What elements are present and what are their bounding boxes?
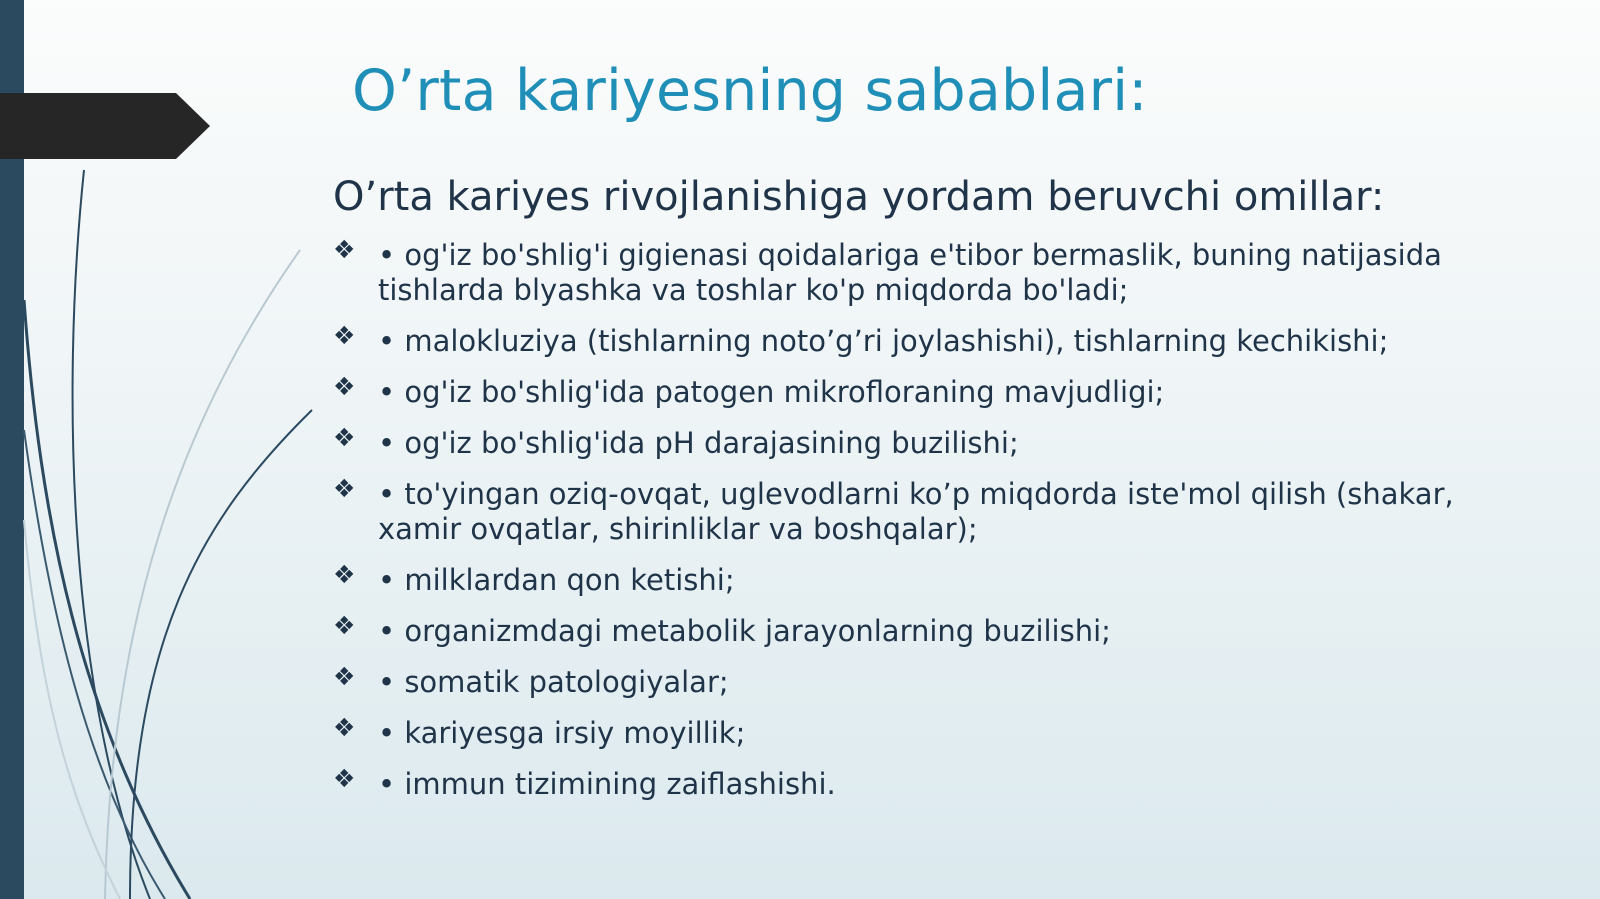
bullet-text: • og'iz bo'shlig'ida patogen mikrofloraning mavjudligi; (378, 375, 1165, 409)
four-diamond-bullet-icon: ❖ (333, 372, 356, 401)
bullet-item (333, 372, 1533, 410)
slide-subtitle: O’rta kariyes rivojlanishiga yordam beruvchi omillar: (333, 174, 1385, 220)
bullet-text: • to'yingan oziq-ovqat, uglevodlarni ko’p miqdorda iste'mol qilish (shakar, xamir ovqatlar, shirinliklar va boshqalar); (378, 477, 1454, 546)
bullet-item (333, 321, 1533, 359)
bullet-text: • immun tizimining zaiflashishi. (378, 767, 836, 801)
bullet-text: • somatik patologiyalar; (378, 665, 729, 699)
bullet-item (333, 713, 1533, 751)
four-diamond-bullet-icon: ❖ (333, 662, 356, 691)
bullet-item (333, 474, 1533, 547)
four-diamond-bullet-icon: ❖ (333, 321, 356, 350)
bullet-item (333, 423, 1533, 461)
four-diamond-bullet-icon: ❖ (333, 474, 356, 503)
bullet-text: • milklardan qon ketishi; (378, 563, 735, 597)
bullet-item (333, 611, 1533, 649)
slide-title: O’rta kariyesning sabablari: (352, 58, 1148, 124)
bullet-text: • og'iz bo'shlig'i gigienasi qoidalariga e'tibor bermaslik, buning natijasida tishlarda blyashka va toshlar ko'p miqdorda bo'ladi; (378, 238, 1442, 307)
bullet-item (333, 764, 1533, 802)
bullet-list (333, 235, 1533, 818)
bullet-text: • og'iz bo'shlig'ida pH darajasining buzilishi; (378, 426, 1019, 460)
bullet-text: • malokluziya (tishlarning noto’g’ri joylashishi), tishlarning kechikishi; (378, 324, 1389, 358)
four-diamond-bullet-icon: ❖ (333, 764, 356, 793)
bullet-item (333, 560, 1533, 598)
bullet-text: • kariyesga irsiy moyillik; (378, 716, 746, 750)
four-diamond-bullet-icon: ❖ (333, 611, 356, 640)
bullet-item (333, 235, 1533, 308)
four-diamond-bullet-icon: ❖ (333, 235, 356, 264)
bullet-item (333, 662, 1533, 700)
four-diamond-bullet-icon: ❖ (333, 423, 356, 452)
four-diamond-bullet-icon: ❖ (333, 560, 356, 589)
bullet-text: • organizmdagi metabolik jarayonlarning buzilishi; (378, 614, 1111, 648)
four-diamond-bullet-icon: ❖ (333, 713, 356, 742)
arrow-banner-shape (0, 93, 210, 159)
